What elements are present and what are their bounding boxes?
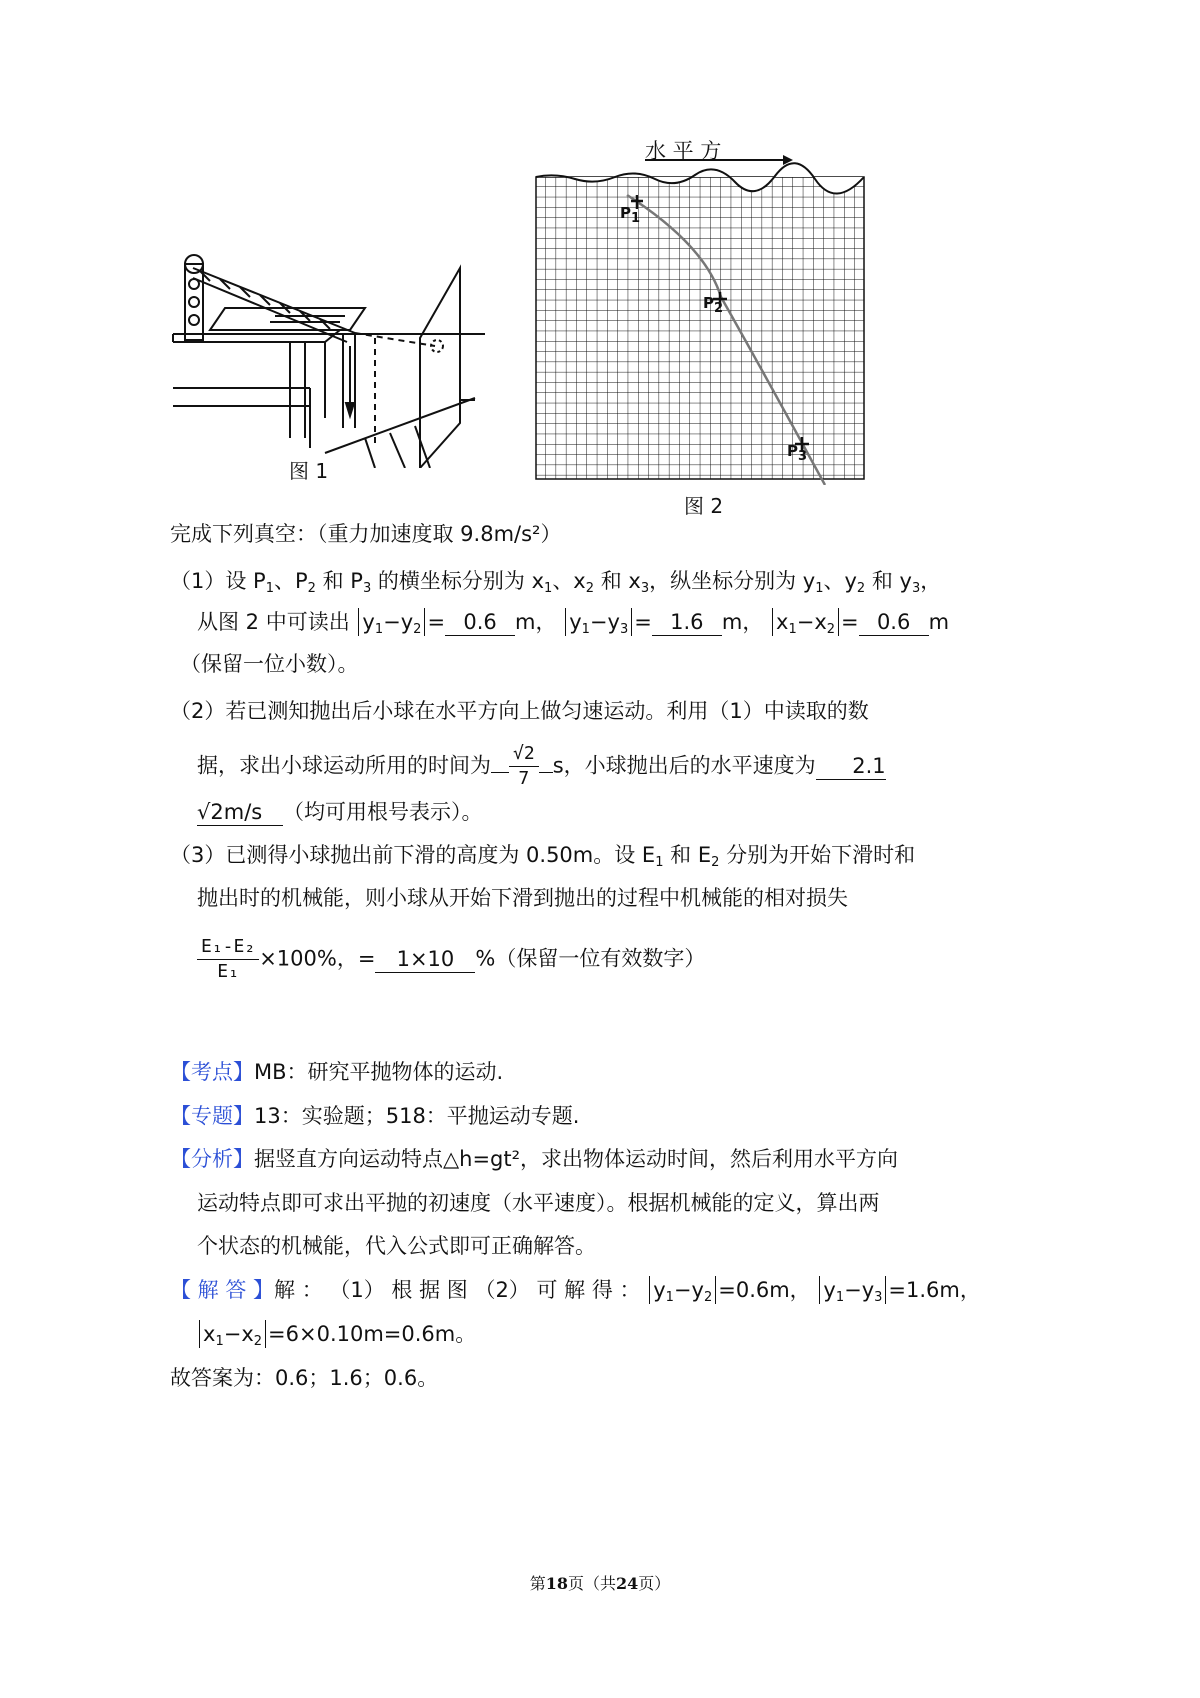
intro-text: 完成下列真空：（重力加速度取 9.8m/s²） [170, 522, 562, 546]
q1-answer-2: 1.6 [652, 609, 722, 636]
kaodian-line: 【考点】MB：研究平抛物体的运动. [170, 1060, 504, 1084]
jieda-tag: 【 解 答 】 [170, 1278, 275, 1302]
fenxi-tag: 【分析】 [170, 1147, 254, 1171]
figure-1-apparatus [165, 238, 485, 468]
jieda-line1: 【 解 答 】解 ： （1） 根 据 图 （2） 可 解 得 ： $y_1-y_2 =0.6m$， $y_1-y_3 =1.6m$， [170, 1278, 981, 1305]
q2-line2: 据，求出小球运动所用的时间为 $\frac{√2}{7}$ s，小球抛出后的水平速度为 2.1 [197, 743, 886, 789]
q3-answer: 1×10 [375, 946, 475, 973]
q1-line1: （1）设 $P_1$、$P_2$ 和 $P_3$ 的横坐标分别为 $x_1$、$x_2$ 和 $x_3$，纵坐标分别为 $y_1$、$y_2$ 和 $y_3$， [170, 569, 942, 596]
page-footer: 第18页（共24页） [529, 1574, 671, 1593]
q2-speed-part2: √2m/s [197, 799, 283, 826]
q3-line1: （3）已测得小球抛出前下滑的高度为 0.50m。设 $E_1$ 和 $E_2$ 分别为开始下滑时和 [170, 843, 916, 870]
figure-1-caption: 图 1 [289, 459, 329, 483]
q1-answer-1: 0.6 [445, 609, 515, 636]
kaodian-tag: 【考点】 [170, 1060, 254, 1084]
q2-line1: （2）若已测知抛出后小球在水平方向上做匀速运动。利用（1）中读取的数 [170, 699, 869, 723]
q3-line3: $\frac{\text{E₁-E₂}}{\text{E₁}}$ ×100%，= 1×10 %（保留一位有效数字） [197, 935, 705, 984]
fenxi-line1: 【分析】据竖直方向运动特点△h=gt²，求出物体运动时间，然后利用水平方向 [170, 1147, 899, 1171]
figure-2-caption: 图 2 [684, 494, 724, 518]
fig2-direction-label: 水 平 方 [645, 139, 722, 163]
q3-loss-fraction: $\frac{\text{E₁-E₂}}{\text{E₁}}$ [197, 935, 259, 984]
q3-line2: 抛出时的机械能，则小球从开始下滑到抛出的过程中机械能的相对损失 [197, 886, 848, 910]
q2-speed-part1: 2.1 [816, 753, 886, 780]
fig2-point-p3: $P_3$ [787, 442, 808, 464]
q1-line3: （保留一位小数）。 [180, 652, 359, 676]
zhuanti-line: 【专题】13：实验题；518：平抛运动专题. [170, 1104, 580, 1128]
answer-line: 故答案为：0.6；1.6；0.6。 [170, 1366, 439, 1390]
q2-line3: √2m/s （均可用根号表示）。 [197, 800, 483, 824]
figure-2-grid [535, 135, 865, 485]
fenxi-line3: 个状态的机械能，代入公式即可正确解答。 [197, 1234, 596, 1258]
q1-answer-3: 0.6 [859, 609, 929, 636]
q1-line2: 从图 2 中可读出 $y_1-y_2 = 0.6$ m， $y_1-y_3 = 1.6$ m， $x_1-x_2 = 0.6$ m [197, 610, 950, 637]
q2-time-fraction: $\frac{√2}{7}$ [509, 742, 539, 791]
fig2-point-p2: $P_2$ [703, 294, 724, 316]
fenxi-line2: 运动特点即可求出平抛的初速度（水平速度）。根据机械能的定义，算出两 [197, 1191, 880, 1215]
jieda-line2: $x_1-x_2 =6\times 0.10m=0.6m$。 [197, 1320, 476, 1348]
zhuanti-tag: 【专题】 [170, 1104, 254, 1128]
fig2-point-p1: $P_1$ [620, 204, 641, 226]
